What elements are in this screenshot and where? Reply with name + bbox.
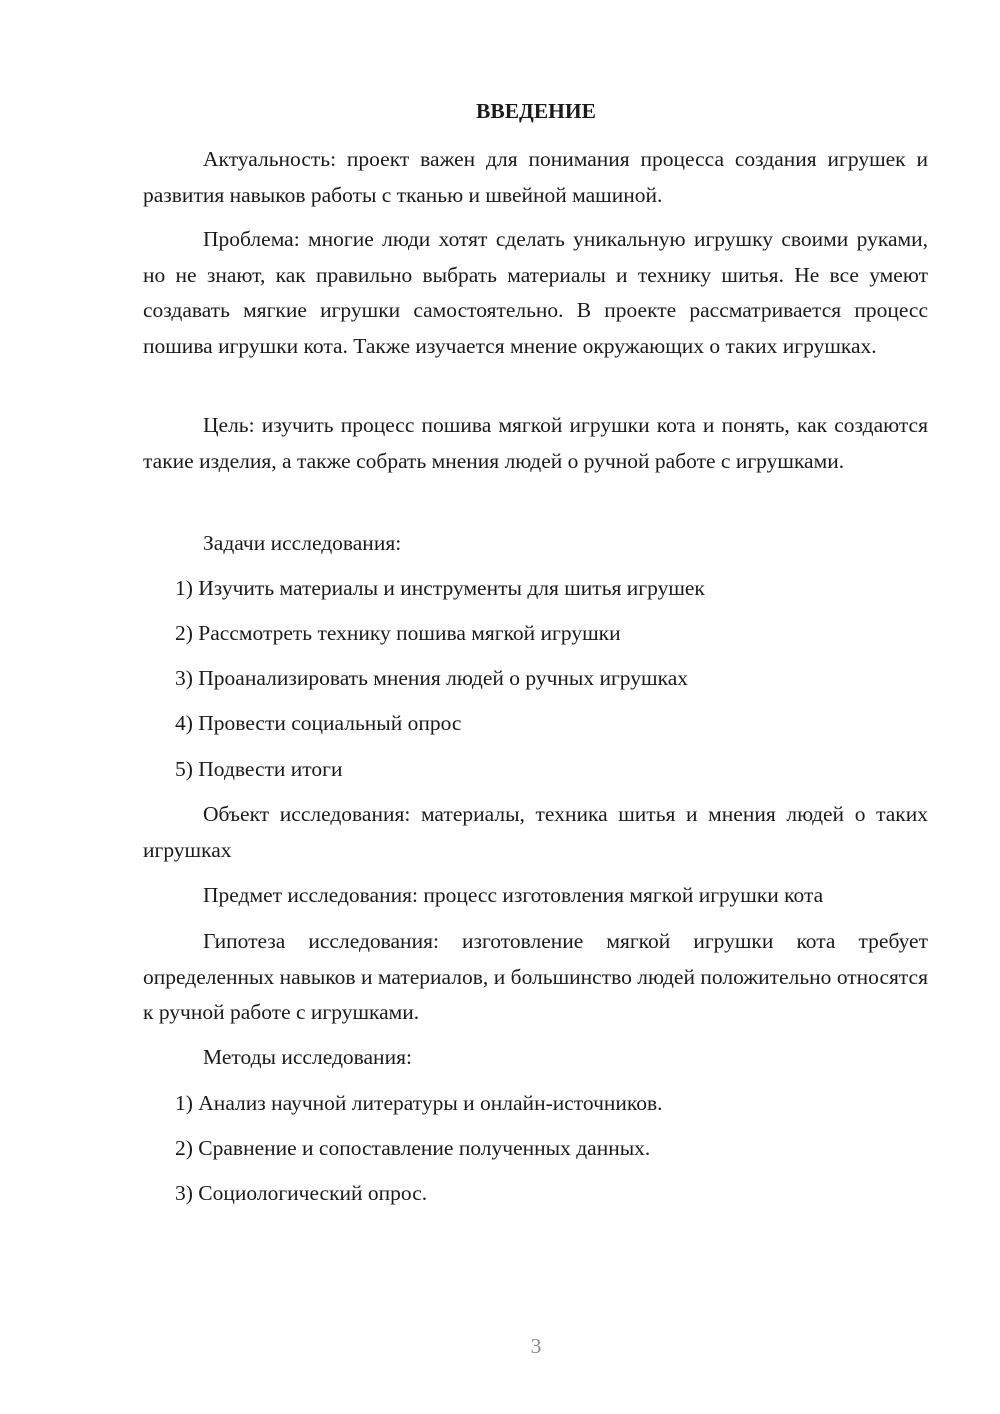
relevance-paragraph: Актуальность: проект важен для понимания процесса создания игрушек и развития навыков работы с тканью и швейной машиной. xyxy=(143,147,928,207)
section-title: ВВЕДЕНИЕ xyxy=(476,99,596,123)
task-item: 3) Проанализировать мнения людей о ручных игрушках xyxy=(175,666,688,690)
task-item: 2) Рассмотреть технику пошива мягкой игрушки xyxy=(175,621,621,645)
hypothesis-paragraph: Гипотеза исследования: изготовление мягкой игрушки кота требует определенных навыков и материалов, и большинство людей положительно относятся к ручной работе с игрушками. xyxy=(143,929,928,1024)
page-number: 3 xyxy=(530,1334,542,1358)
method-item: 2) Сравнение и сопоставление полученных данных. xyxy=(175,1136,651,1160)
methods-heading: Методы исследования: xyxy=(203,1045,412,1069)
problem-paragraph: Проблема: многие люди хотят сделать уникальную игрушку своими руками, но не знают, как правильно выбрать материалы и технику шитья. Не все умеют создавать мягкие игрушки самостоятельно. В проекте рассматривается процесс пошива игрушки кота. Также изучается мнение окружающих о таких игрушках. xyxy=(143,227,928,358)
tasks-heading: Задачи исследования: xyxy=(203,531,402,555)
task-item: 4) Провести социальный опрос xyxy=(175,711,462,735)
task-item: 1) Изучить материалы и инструменты для шитья игрушек xyxy=(175,576,705,600)
task-item: 5) Подвести итоги xyxy=(175,757,343,781)
goal-paragraph: Цель: изучить процесс пошива мягкой игрушки кота и понять, как создаются такие изделия, а также собрать мнения людей о ручной работе с игрушками. xyxy=(143,413,928,473)
method-item: 1) Анализ научной литературы и онлайн-источников. xyxy=(175,1091,663,1115)
subject-paragraph: Предмет исследования: процесс изготовления мягкой игрушки кота xyxy=(203,883,824,907)
object-paragraph: Объект исследования: материалы, техника шитья и мнения людей о таких игрушках xyxy=(143,802,928,862)
method-item: 3) Социологический опрос. xyxy=(175,1181,428,1205)
